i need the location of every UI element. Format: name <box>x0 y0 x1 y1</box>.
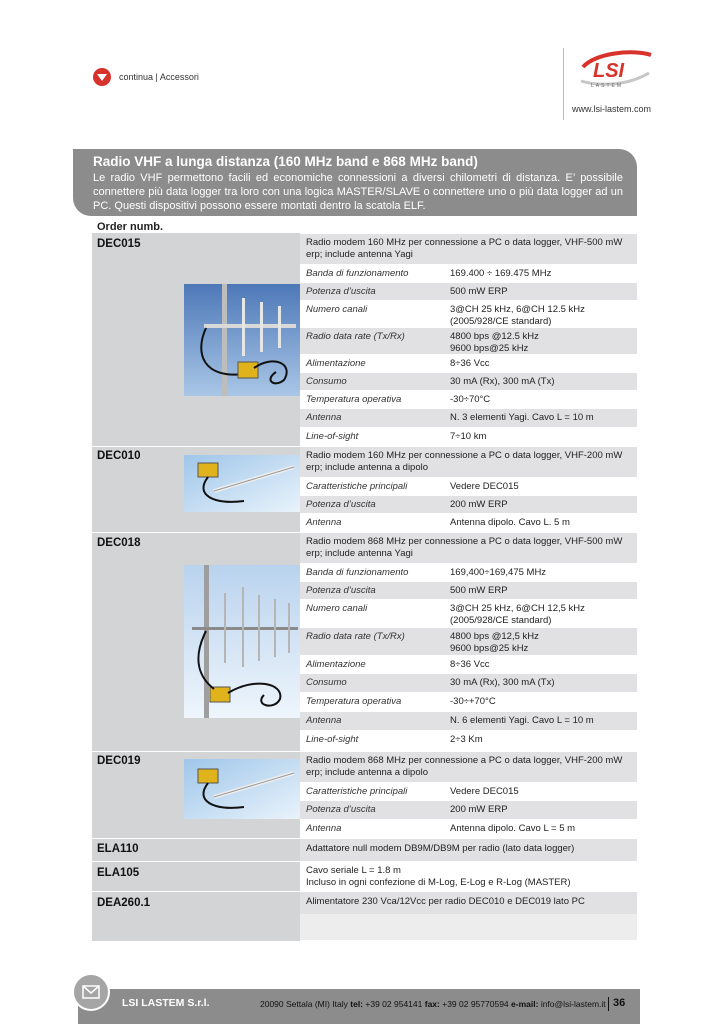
spec-label: Temperatura operativa <box>306 696 402 707</box>
spec-label: Radio data rate (Tx/Rx) <box>306 631 405 642</box>
spec-value: 4800 bps @12.5 kHz 9600 bps@25 kHz <box>450 331 539 354</box>
footer-company: LSI LASTEM S.r.l. <box>122 997 210 1009</box>
table-row <box>300 655 637 674</box>
section-description: Le radio VHF permettono facili ed economiche connessioni a diversi chilometri di distanza. E’ possibile connettere più data logger tra loro con una logica MASTER/SLAVE o connettere uno o più data logger ad un PC. Questi dispositivi possono essere montati dentro la scatola ELF. <box>93 172 623 212</box>
spec-label: Banda di funzionamento <box>306 567 409 578</box>
table-row <box>300 408 637 428</box>
spec-label: Alimentazione <box>306 659 366 670</box>
spec-value: 500 mW ERP <box>450 286 508 297</box>
svg-text:LSI: LSI <box>593 60 625 82</box>
spec-value: 200 mW ERP <box>450 804 508 815</box>
yagi-antenna-photo <box>184 565 300 718</box>
table-row <box>300 711 637 731</box>
spec-label: Line-of-sight <box>306 734 359 745</box>
spec-label: Temperatura operativa <box>306 394 402 405</box>
product-description: Radio modem 160 MHz per connessione a PC o data logger, VHF-200 mW erp; include antenna a dipolo <box>306 450 623 473</box>
product-cell-ela110 <box>92 838 300 862</box>
spec-label: Potenza d’uscita <box>306 499 376 510</box>
table-row <box>300 532 637 564</box>
spec-value: N. 6 elementi Yagi. Cavo L = 10 m <box>450 715 594 726</box>
table-row <box>300 390 637 409</box>
table-row <box>300 838 637 862</box>
spec-value: 500 mW ERP <box>450 585 508 596</box>
table-row <box>300 861 637 892</box>
dipole-antenna-photo <box>184 455 300 512</box>
table-row <box>300 673 637 693</box>
yagi-antenna-photo <box>184 284 300 396</box>
table-row <box>300 327 637 355</box>
product-code: ELA110 <box>97 843 139 855</box>
spec-label: Antenna <box>306 715 342 726</box>
product-code: DEC018 <box>97 537 141 549</box>
table-row <box>300 372 637 391</box>
intro-box <box>73 149 637 216</box>
table-row <box>300 730 637 751</box>
company-logo <box>575 47 655 92</box>
product-code: ELA105 <box>97 867 140 879</box>
table-row <box>300 233 637 265</box>
spec-label: Antenna <box>306 823 342 834</box>
page-number: 36 <box>613 997 626 1009</box>
spec-label: Potenza d’uscita <box>306 804 376 815</box>
spec-value: 4800 bps @12,5 kHz 9600 bps@25 kHz <box>450 631 539 654</box>
footer-fax: +39 02 95770594 <box>442 999 509 1009</box>
product-code: DEC010 <box>97 450 141 462</box>
table-row <box>300 563 637 582</box>
spec-label: Potenza d’uscita <box>306 286 376 297</box>
spec-label: Numero canali <box>306 603 368 614</box>
spec-label: Numero canali <box>306 304 368 315</box>
table-row <box>300 427 637 447</box>
spec-value: -30÷+70°C <box>450 696 496 707</box>
spec-label: Radio data rate (Tx/Rx) <box>306 331 405 342</box>
spec-label: Caratteristiche principali <box>306 786 408 797</box>
product-cell-dec018 <box>92 532 300 751</box>
table-row <box>300 446 637 478</box>
footer-contacts <box>260 999 606 1009</box>
table-row <box>300 782 637 801</box>
fax-label: fax: <box>424 999 440 1009</box>
table-row <box>300 354 637 373</box>
spec-value: 169.400 ÷ 169.475 MHz <box>450 268 552 279</box>
svg-text:LASTEM: LASTEM <box>591 83 624 89</box>
spec-label: Consumo <box>306 376 347 387</box>
product-description: Cavo seriale L = 1.8 m Incluso in ogni confezione di M-Log, E-Log e R-Log (MASTER) <box>306 865 571 888</box>
product-description: Alimentatore 230 Vca/12Vcc per radio DEC010 e DEC019 lato PC <box>306 896 585 907</box>
spec-value: 8÷36 Vcc <box>450 659 490 670</box>
product-cell-dec015 <box>92 233 300 446</box>
spec-value: Antenna dipolo. Cavo L = 5 m <box>450 823 576 834</box>
product-code: DEC015 <box>97 238 141 250</box>
product-code: DEC019 <box>97 755 141 767</box>
spec-value: 30 mA (Rx), 300 mA (Tx) <box>450 376 555 387</box>
spec-value: -30÷70°C <box>450 394 491 405</box>
table-row <box>300 751 637 783</box>
footer-email[interactable]: info@lsi-lastem.it <box>540 999 606 1009</box>
spec-value: Vedere DEC015 <box>450 786 519 797</box>
spec-value: Vedere DEC015 <box>450 481 519 492</box>
spec-value: 2÷3 Km <box>450 734 483 745</box>
spec-value: 8÷36 Vcc <box>450 358 490 369</box>
spec-value: 30 mA (Rx), 300 mA (Tx) <box>450 677 555 688</box>
table-row <box>300 581 637 600</box>
table-row <box>300 627 637 656</box>
chevron-down-icon <box>93 68 111 86</box>
section-title: Radio VHF a lunga distanza (160 MHz band e 868 MHz band) <box>93 154 478 169</box>
spec-label: Potenza d’uscita <box>306 585 376 596</box>
footer-address: 20090 Settala (MI) Italy <box>260 999 348 1009</box>
breadcrumb: continua | Accessori <box>119 72 199 82</box>
table-row <box>300 264 637 283</box>
logo-divider <box>563 48 564 120</box>
dipole-antenna-photo <box>184 759 300 819</box>
product-cell-dec019 <box>92 751 300 839</box>
product-description: Radio modem 160 MHz per connessione a PC o data logger, VHF-500 mW erp; include antenna Yagi <box>306 237 623 260</box>
table-row <box>300 282 637 301</box>
spec-label: Banda di funzionamento <box>306 268 409 279</box>
footer-tel: +39 02 954141 <box>365 999 423 1009</box>
spec-value: 3@CH 25 kHz, 6@CH 12,5 kHz (2005/928/CE standard) <box>450 603 585 626</box>
table-row <box>300 819 637 839</box>
product-description: Radio modem 868 MHz per connessione a PC o data logger, VHF-200 mW erp; include antenna a dipolo <box>306 755 623 778</box>
product-description: Radio modem 868 MHz per connessione a PC o data logger, VHF-500 mW erp; include antenna Yagi <box>306 536 623 559</box>
spec-label: Line-of-sight <box>306 431 359 442</box>
product-cell-dec010 <box>92 446 300 533</box>
spec-value: 169,400÷169,475 MHz <box>450 567 547 578</box>
table-row <box>300 477 637 496</box>
footer-divider <box>608 997 609 1011</box>
table-row <box>300 800 637 820</box>
spec-value: 3@CH 25 kHz, 6@CH 12.5 kHz (2005/928/CE standard) <box>450 304 585 327</box>
spec-value: 200 mW ERP <box>450 499 508 510</box>
table-row <box>300 692 637 712</box>
order-number-label: Order numb. <box>97 221 164 233</box>
table-row <box>300 513 637 533</box>
spec-label: Caratteristiche principali <box>306 481 408 492</box>
table-row <box>300 891 637 914</box>
product-description: Adattatore null modem DB9M/DB9M per radio (lato data logger) <box>306 843 575 854</box>
spec-label: Alimentazione <box>306 358 366 369</box>
website-url[interactable]: www.lsi-lastem.com <box>572 104 652 114</box>
spec-label: Antenna <box>306 517 342 528</box>
mail-icon <box>72 973 110 1011</box>
table-row <box>300 300 637 328</box>
table-row <box>300 495 637 514</box>
product-code: DEA260.1 <box>97 897 151 909</box>
spec-label: Consumo <box>306 677 347 688</box>
email-label: e-mail: <box>511 999 539 1009</box>
tel-label: tel: <box>350 999 364 1009</box>
product-cell-dea260 <box>92 891 300 941</box>
spec-value: 7÷10 km <box>450 431 487 442</box>
product-table <box>92 233 637 940</box>
product-cell-ela105 <box>92 861 300 892</box>
spec-value: N. 3 elementi Yagi. Cavo L = 10 m <box>450 412 594 423</box>
table-row <box>300 599 637 628</box>
spec-label: Antenna <box>306 412 342 423</box>
spec-value: Antenna dipolo. Cavo L. 5 m <box>450 517 570 528</box>
